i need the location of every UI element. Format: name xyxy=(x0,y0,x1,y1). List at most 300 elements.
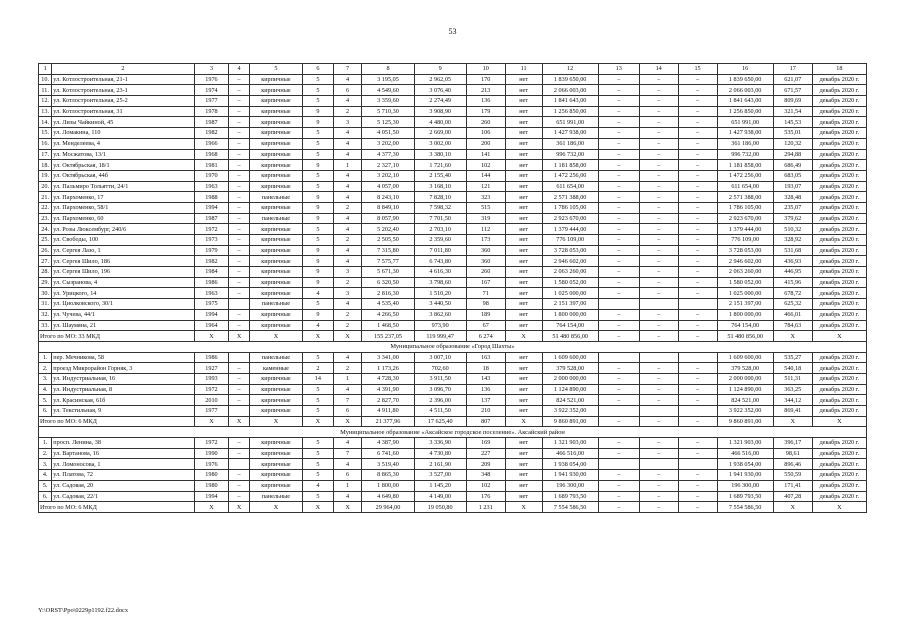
table-cell: 23. xyxy=(39,213,52,224)
table-cell: – xyxy=(229,384,249,395)
table-cell: 260 xyxy=(466,117,505,128)
address-cell: ул. Свободы, 100 xyxy=(52,235,194,246)
table-cell: – xyxy=(598,224,639,235)
column-number: 14 xyxy=(639,64,678,75)
table-cell: – xyxy=(678,117,717,128)
table-cell: 171,41 xyxy=(773,480,812,491)
table-cell: кирпичные xyxy=(249,406,302,417)
table-cell: – xyxy=(678,74,717,85)
table-cell: – xyxy=(678,138,717,149)
table-cell: 2 827,70 xyxy=(362,395,414,406)
table-cell: 764 154,00 xyxy=(717,320,773,331)
municipality-title: Муниципальное образование «Аксайское городское поселение». Аксайский район xyxy=(39,427,867,438)
table-cell: нет xyxy=(505,406,542,417)
table-cell: кирпичные xyxy=(249,288,302,299)
table-cell: 2 xyxy=(333,106,362,117)
table-cell: 7 598,32 xyxy=(414,202,466,213)
total-cell: X xyxy=(303,416,334,427)
table-cell: 3 202,10 xyxy=(362,170,414,181)
address-cell: ул. Текстильная, 9 xyxy=(52,406,194,417)
table-cell: 1990 xyxy=(194,448,229,459)
total-cell: 17 625,40 xyxy=(414,416,466,427)
table-cell: 1963 xyxy=(194,288,229,299)
table-cell: – xyxy=(678,395,717,406)
table-cell: 1964 xyxy=(194,320,229,331)
table-row xyxy=(39,224,867,235)
table-cell: – xyxy=(229,224,249,235)
table-cell: нет xyxy=(505,352,542,363)
table-cell: кирпичные xyxy=(249,309,302,320)
table-cell: – xyxy=(598,491,639,502)
table-cell: 5 xyxy=(303,170,334,181)
table-cell: – xyxy=(229,373,249,384)
table-cell: декабрь 2020 г. xyxy=(812,149,866,160)
table-cell: 2 xyxy=(333,363,362,374)
table-cell: 6 320,50 xyxy=(362,277,414,288)
table-cell: 3. xyxy=(39,459,52,470)
table-cell: 2 xyxy=(333,309,362,320)
table-cell: 8 243,10 xyxy=(362,192,414,203)
table-cell: 4 xyxy=(333,491,362,502)
table-cell: 1 609 600,00 xyxy=(542,352,598,363)
table-cell: кирпичные xyxy=(249,224,302,235)
table-cell: 1994 xyxy=(194,202,229,213)
table-cell: – xyxy=(229,192,249,203)
table-cell: 1 510,20 xyxy=(414,288,466,299)
total-cell: – xyxy=(639,502,678,513)
table-cell: 4 xyxy=(333,245,362,256)
table-cell: кирпичные xyxy=(249,170,302,181)
table-cell: 1963 xyxy=(194,181,229,192)
table-cell: 5. xyxy=(39,480,52,491)
table-cell: 764 154,00 xyxy=(542,320,598,331)
table-cell: декабрь 2020 г. xyxy=(812,181,866,192)
total-cell: X xyxy=(505,416,542,427)
table-cell: 196 300,00 xyxy=(542,480,598,491)
table-cell: 686,49 xyxy=(773,160,812,171)
address-cell: ул. Октябрьская, 18/1 xyxy=(52,160,194,171)
table-cell: 4 xyxy=(333,74,362,85)
table-cell: 1 786 105,00 xyxy=(717,202,773,213)
address-cell: ул. Индустриальная, 8 xyxy=(52,384,194,395)
table-cell: 1988 xyxy=(194,192,229,203)
table-cell: нет xyxy=(505,395,542,406)
table-cell: 2 066 003,00 xyxy=(542,85,598,96)
table-cell: 1 025 000,00 xyxy=(542,288,598,299)
address-cell: ул. Ломакина, 110 xyxy=(52,128,194,139)
table-cell: 5. xyxy=(39,395,52,406)
table-cell: 31. xyxy=(39,299,52,310)
table-cell: 1 800 000,00 xyxy=(717,309,773,320)
table-cell: 625,32 xyxy=(773,299,812,310)
table-cell: 10. xyxy=(39,74,52,85)
table-cell: 3 096,70 xyxy=(414,384,466,395)
table-cell: декабрь 2020 г. xyxy=(812,74,866,85)
table-cell xyxy=(598,352,639,363)
table-cell: 1 786 105,00 xyxy=(542,202,598,213)
table-cell: 1 609 600,00 xyxy=(717,352,773,363)
table-cell: – xyxy=(598,85,639,96)
table-row xyxy=(39,74,867,85)
table-cell: – xyxy=(229,470,249,481)
table-cell: 7 828,10 xyxy=(414,192,466,203)
table-cell: – xyxy=(598,256,639,267)
table-cell: 2 066 003,00 xyxy=(717,85,773,96)
table-cell: декабрь 2020 г. xyxy=(812,202,866,213)
column-number: 3 xyxy=(194,64,229,75)
table-cell: 2. xyxy=(39,363,52,374)
table-cell: 1974 xyxy=(194,85,229,96)
total-cell: 9 860 891,00 xyxy=(717,416,773,427)
table-cell: нет xyxy=(505,256,542,267)
table-cell: 17. xyxy=(39,149,52,160)
table-cell: 173 xyxy=(466,235,505,246)
table-cell: 4 511,50 xyxy=(414,406,466,417)
total-row xyxy=(39,331,867,342)
table-cell: – xyxy=(229,448,249,459)
table-cell: – xyxy=(229,480,249,491)
column-number: 10 xyxy=(466,64,505,75)
table-cell: 1 173,26 xyxy=(362,363,414,374)
table-row xyxy=(39,202,867,213)
table-cell: 5 xyxy=(303,235,334,246)
table-cell: 169 xyxy=(466,438,505,449)
table-cell: панельные xyxy=(249,299,302,310)
table-cell: 9 xyxy=(303,202,334,213)
table-cell: декабрь 2020 г. xyxy=(812,213,866,224)
table-cell: 1 468,50 xyxy=(362,320,414,331)
table-cell: 1986 xyxy=(194,352,229,363)
table-cell: 4 xyxy=(333,352,362,363)
table-cell: – xyxy=(678,373,717,384)
address-cell: ул. Пальмиро Тольятти, 24/1 xyxy=(52,181,194,192)
table-cell: – xyxy=(598,170,639,181)
table-cell: 4 730,80 xyxy=(414,448,466,459)
table-cell: – xyxy=(598,384,639,395)
table-cell: 2010 xyxy=(194,395,229,406)
address-cell: пер. Мечникова, 58 xyxy=(52,352,194,363)
table-cell: – xyxy=(639,181,678,192)
table-cell: 9 xyxy=(303,277,334,288)
table-cell: 5 202,40 xyxy=(362,224,414,235)
table-cell: нет xyxy=(505,181,542,192)
table-cell: кирпичные xyxy=(249,128,302,139)
total-cell: – xyxy=(598,331,639,342)
table-cell: 112 xyxy=(466,224,505,235)
table-cell: – xyxy=(229,256,249,267)
table-cell: нет xyxy=(505,213,542,224)
table-row xyxy=(39,406,867,417)
table-cell: 436,93 xyxy=(773,256,812,267)
table-cell: 294,88 xyxy=(773,149,812,160)
table-cell: 5 xyxy=(303,438,334,449)
table-cell: – xyxy=(229,117,249,128)
address-cell: ул. Платова, 72 xyxy=(52,470,194,481)
table-cell: 4 xyxy=(333,224,362,235)
table-cell: – xyxy=(678,384,717,395)
table-cell: 319 xyxy=(466,213,505,224)
table-cell: нет xyxy=(505,85,542,96)
table-cell: – xyxy=(598,149,639,160)
table-cell: декабрь 2020 г. xyxy=(812,491,866,502)
total-cell: – xyxy=(598,502,639,513)
table-cell: 5 671,30 xyxy=(362,267,414,278)
total-cell: – xyxy=(678,331,717,342)
table-cell: 4 xyxy=(333,256,362,267)
table-cell: декабрь 2020 г. xyxy=(812,138,866,149)
table-cell: 2 816,30 xyxy=(362,288,414,299)
table-cell: кирпичные xyxy=(249,74,302,85)
table-cell: 896,46 xyxy=(773,459,812,470)
table-cell: декабрь 2020 г. xyxy=(812,363,866,374)
table-cell: – xyxy=(229,245,249,256)
table-cell: 4 728,30 xyxy=(362,373,414,384)
table-cell: декабрь 2020 г. xyxy=(812,384,866,395)
table-cell: 1966 xyxy=(194,138,229,149)
total-cell: X xyxy=(333,502,362,513)
table-cell: 621,07 xyxy=(773,74,812,85)
total-cell: X xyxy=(812,331,866,342)
table-cell: – xyxy=(229,235,249,246)
table-cell: 5 xyxy=(303,459,334,470)
table-cell: 121 xyxy=(466,181,505,192)
table-cell xyxy=(678,459,717,470)
table-cell: 136 xyxy=(466,96,505,107)
address-cell: ул. Шаумяна, 21 xyxy=(52,320,194,331)
column-number: 16 xyxy=(717,64,773,75)
table-cell: 1994 xyxy=(194,309,229,320)
address-cell: ул. Сергея Лазо, 1 xyxy=(52,245,194,256)
table-cell: 344,12 xyxy=(773,395,812,406)
table-cell: 611 654,00 xyxy=(542,181,598,192)
table-cell: 515 xyxy=(466,202,505,213)
table-cell: 3 341,00 xyxy=(362,352,414,363)
address-cell: ул. Ломоносова, 1 xyxy=(52,459,194,470)
column-number: 11 xyxy=(505,64,542,75)
table-cell: декабрь 2020 г. xyxy=(812,352,866,363)
table-cell: нет xyxy=(505,245,542,256)
table-cell: 1 427 938,00 xyxy=(717,128,773,139)
total-cell: X xyxy=(812,502,866,513)
address-cell: ул. Чучева, 44/1 xyxy=(52,309,194,320)
table-cell: – xyxy=(229,106,249,117)
address-cell: ул. Вартанова, 16 xyxy=(52,448,194,459)
table-cell: 540,18 xyxy=(773,363,812,374)
column-number: 1 xyxy=(39,64,52,75)
table-cell: 98 xyxy=(466,299,505,310)
table-cell: 321,54 xyxy=(773,106,812,117)
table-cell: 7 xyxy=(333,395,362,406)
table-cell: 1970 xyxy=(194,170,229,181)
address-cell: ул. Сызранова, 4 xyxy=(52,277,194,288)
table-cell: 2 703,10 xyxy=(414,224,466,235)
table-cell: – xyxy=(678,213,717,224)
table-cell: 1 xyxy=(333,160,362,171)
total-label: Итого по МО: 6 МКД xyxy=(39,502,195,513)
table-cell: декабрь 2020 г. xyxy=(812,395,866,406)
table-cell: декабрь 2020 г. xyxy=(812,320,866,331)
table-cell: 6. xyxy=(39,491,52,502)
table-cell: 1978 xyxy=(194,106,229,117)
table-cell: 260 xyxy=(466,267,505,278)
table-cell: декабрь 2020 г. xyxy=(812,128,866,139)
column-number: 18 xyxy=(812,64,866,75)
table-cell: – xyxy=(229,267,249,278)
table-cell: 4 057,00 xyxy=(362,181,414,192)
table-cell: 678,72 xyxy=(773,288,812,299)
table-cell: 7 701,50 xyxy=(414,213,466,224)
total-cell: X xyxy=(194,502,229,513)
table-cell: 3 168,10 xyxy=(414,181,466,192)
table-cell: 4. xyxy=(39,470,52,481)
table-cell: 4 616,30 xyxy=(414,267,466,278)
table-cell: – xyxy=(639,213,678,224)
table-cell: 4 391,90 xyxy=(362,384,414,395)
table-cell: декабрь 2020 г. xyxy=(812,309,866,320)
table-cell: 18 xyxy=(466,363,505,374)
table-cell: 1 472 256,00 xyxy=(542,170,598,181)
table-cell: – xyxy=(229,395,249,406)
table-cell: 9 xyxy=(303,256,334,267)
table-cell: 137 xyxy=(466,395,505,406)
table-cell: нет xyxy=(505,470,542,481)
table-cell: 3 002,00 xyxy=(414,138,466,149)
table-row xyxy=(39,85,867,96)
table-cell: 466,01 xyxy=(773,309,812,320)
table-cell: кирпичные xyxy=(249,181,302,192)
table-cell: 973,90 xyxy=(414,320,466,331)
table-cell: 3 359,60 xyxy=(362,96,414,107)
table-cell: – xyxy=(598,277,639,288)
table-cell: нет xyxy=(505,96,542,107)
table-cell: 4 xyxy=(333,128,362,139)
table-cell: нет xyxy=(505,277,542,288)
table-cell: 1 124 890,00 xyxy=(717,384,773,395)
table-cell: – xyxy=(639,170,678,181)
table-cell: 4 xyxy=(333,96,362,107)
table-cell: 3 007,10 xyxy=(414,352,466,363)
total-cell: 51 480 856,00 xyxy=(717,331,773,342)
table-cell: – xyxy=(229,128,249,139)
table-cell: – xyxy=(639,160,678,171)
table-cell: 1984 xyxy=(194,267,229,278)
table-cell: нет xyxy=(505,202,542,213)
table-cell: 7 xyxy=(333,448,362,459)
table-cell: 1972 xyxy=(194,384,229,395)
address-cell: ул. Садовая, 22/1 xyxy=(52,491,194,502)
total-cell: X xyxy=(303,331,334,342)
table-row xyxy=(39,480,867,491)
table-cell: 2 155,40 xyxy=(414,170,466,181)
table-cell: 14. xyxy=(39,117,52,128)
table-cell: – xyxy=(598,438,639,449)
table-cell: 2 923 670,00 xyxy=(542,213,598,224)
table-cell: 1. xyxy=(39,438,52,449)
table-cell: – xyxy=(598,117,639,128)
table-cell: 809,69 xyxy=(773,96,812,107)
table-cell: 1 xyxy=(333,373,362,384)
table-cell: 1 941 930,00 xyxy=(717,470,773,481)
table-cell: – xyxy=(639,192,678,203)
table-cell: 4 480,00 xyxy=(414,117,466,128)
table-cell: – xyxy=(678,256,717,267)
table-cell: 328,48 xyxy=(773,192,812,203)
table-cell: 996 732,00 xyxy=(717,149,773,160)
table-cell: 1 580 052,00 xyxy=(542,277,598,288)
table-cell: – xyxy=(639,224,678,235)
table-cell: – xyxy=(229,96,249,107)
table-row xyxy=(39,181,867,192)
table-cell: – xyxy=(678,106,717,117)
table-cell: 2 359,60 xyxy=(414,235,466,246)
table-cell: 4 xyxy=(333,459,362,470)
table-row xyxy=(39,170,867,181)
table-cell: 1 256 850,00 xyxy=(542,106,598,117)
table-cell: 6 741,60 xyxy=(362,448,414,459)
table-cell: 3 380,10 xyxy=(414,149,466,160)
table-cell: 4 549,60 xyxy=(362,85,414,96)
table-cell: 2 396,00 xyxy=(414,395,466,406)
table-cell: 21. xyxy=(39,192,52,203)
table-cell: 1 xyxy=(333,480,362,491)
table-cell: 4 xyxy=(333,213,362,224)
column-number: 5 xyxy=(249,64,302,75)
total-cell: 7 554 586,50 xyxy=(542,502,598,513)
table-cell: 179 xyxy=(466,106,505,117)
table-cell: – xyxy=(678,267,717,278)
table-cell: – xyxy=(639,373,678,384)
table-cell: 671,57 xyxy=(773,85,812,96)
table-cell: декабрь 2020 г. xyxy=(812,277,866,288)
table-cell xyxy=(678,352,717,363)
table-cell: – xyxy=(678,245,717,256)
address-cell: ул. Садовая, 20 xyxy=(52,480,194,491)
table-row xyxy=(39,470,867,481)
table-cell: нет xyxy=(505,235,542,246)
table-row xyxy=(39,192,867,203)
table-cell: 18. xyxy=(39,160,52,171)
table-cell: 611 654,00 xyxy=(717,181,773,192)
table-cell: – xyxy=(678,288,717,299)
table-row xyxy=(39,288,867,299)
table-cell: – xyxy=(598,235,639,246)
table-cell: – xyxy=(598,74,639,85)
table-cell: – xyxy=(639,470,678,481)
table-cell: – xyxy=(229,138,249,149)
table-cell: 535,01 xyxy=(773,128,812,139)
address-cell: ул. Циолковского, 30/1 xyxy=(52,299,194,310)
table-cell xyxy=(229,352,249,363)
total-cell: 51 480 856,00 xyxy=(542,331,598,342)
table-cell: 8 057,90 xyxy=(362,213,414,224)
total-cell: – xyxy=(639,416,678,427)
table-cell: нет xyxy=(505,267,542,278)
total-cell: 155 237,05 xyxy=(362,331,414,342)
table-cell xyxy=(229,459,249,470)
table-cell: – xyxy=(639,85,678,96)
table-cell: 33. xyxy=(39,320,52,331)
address-cell: ул. Розы Люксембург, 240/6 xyxy=(52,224,194,235)
table-cell: 5 xyxy=(303,384,334,395)
table-cell: 5 xyxy=(303,224,334,235)
table-cell: 2 000 000,00 xyxy=(717,373,773,384)
table-cell: – xyxy=(678,181,717,192)
table-cell: 379 528,00 xyxy=(542,363,598,374)
address-cell: проезд Микрорайон Горняк, 3 xyxy=(52,363,194,374)
table-cell: нет xyxy=(505,373,542,384)
table-row xyxy=(39,320,867,331)
table-cell: 5 xyxy=(303,299,334,310)
